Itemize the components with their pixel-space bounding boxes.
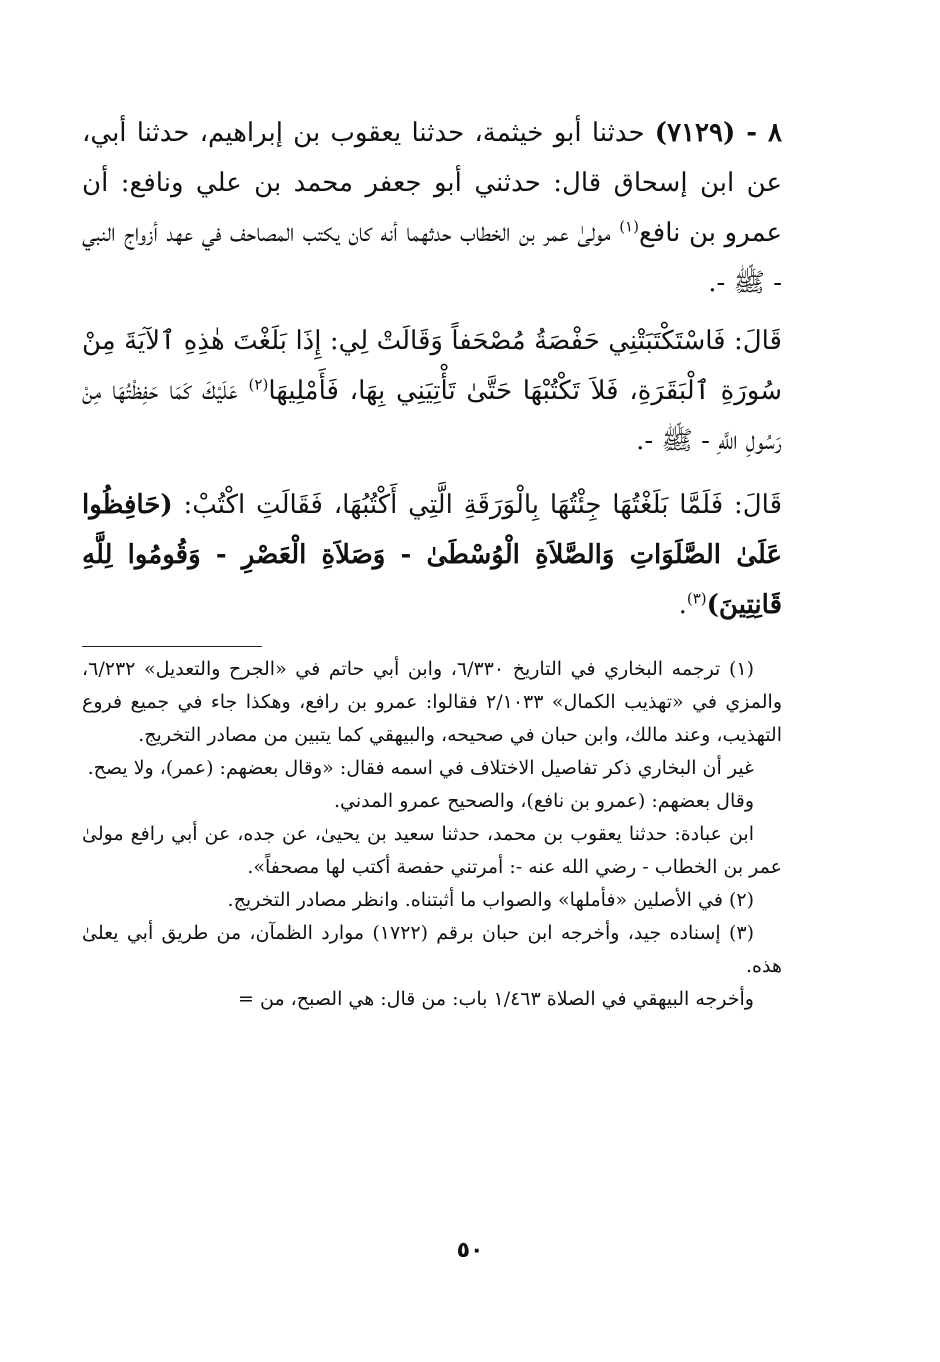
footnote-1-para-2: غير أن البخاري ذكر تفاصيل الاختلاف في اسمه فقال: «وقال بعضهم: (عمر)، ولا يصح.	[87, 757, 754, 779]
footnote-ref-1[interactable]: (١)	[619, 217, 639, 236]
quran-quote: (حَافِظُوا عَلَىٰ الصَّلَوَاتِ وَالصَّلاَةِ الْوُسْطَىٰ - وَصَلاَةِ الْعَصْرِ - وَقُومُوا لِلَّهِ قَانِتِينَ)	[82, 490, 782, 620]
footnote-ref-2[interactable]: (٢)	[248, 375, 269, 394]
footnote-ref-3[interactable]: (٣)	[686, 589, 707, 608]
footnote-1-para-4: ابن عبادة: حدثنا يعقوب بن محمد، حدثنا سعيد بن يحيىٰ، عن جده، عن أبي رافع مولىٰ عمر بن الخطاب - رضي الله عنه -: أمرتني حفصة أكتب لها مصحفاً».	[82, 823, 782, 878]
footnote-1-para-3: وقال بعضهم: (عمرو بن نافع)، والصحيح عمرو المدني.	[334, 790, 754, 812]
matn-text-1a: قَالَ: فَاسْتَكْتَبَتْنِي حَفْصَةُ مُصْحَفاً وَقَالَتْ لِي: إِذَا بَلَغْتَ هٰذِهِ ٱلآيَةَ مِنْ سُورَةِ ٱلْبَقَرَةِ، فَلاَ تَكْتُبْهَا حَتَّىٰ تَأْتِيَنِي بِهَا، فَأَمْلِيهَا	[82, 326, 782, 406]
footnote-2: (٢) في الأصلين «فأملها» والصواب ما أثبتناه. وانظر مصادر التخريج.	[227, 889, 754, 911]
hadith-matn-2	[82, 480, 782, 630]
page-number: ٥٠	[456, 1238, 484, 1263]
footnote-divider	[82, 646, 262, 647]
footnotes-block	[82, 653, 782, 1016]
footnote-3-para-2: وأخرجه البيهقي في الصلاة ١/٤٦٣ باب: من قال: هي الصبح، من =	[238, 988, 754, 1010]
footnote-3-para-1: (٣) إسناده جيد، وأخرجه ابن حبان برقم (١٧٢٢) موارد الظمآن، من طريق أبي يعلىٰ هذه.	[82, 922, 782, 977]
isnad-text-2: مولىٰ عمر بن الخطاب حدثهما أنه كان يكتب المصاحف في عهد أزواج النبي - ﷺ -.	[82, 218, 782, 298]
hadith-number: ٨ - (٧١٢٩)	[654, 118, 782, 148]
matn-text-2a: قَالَ: فَلَمَّا بَلَغْتُهَا جِئْتُهَا بِالْوَرَقَةِ الَّتِي أَكْتُبُهَا، فَقَالَتِ اكْتُبْ:	[172, 490, 782, 520]
footnote-1-para-1: (١) ترجمه البخاري في التاريخ ٦/٣٣٠، وابن أبي حاتم في «الجرح والتعديل» ٦/٢٣٢، والمزي في «تهذيب الكمال» ٢/١٠٣٣ فقالوا: عمرو بن رافع، وهكذا جاء في جميع فروع التهذيب، وعند مالك، وابن حبان في صحيحه، والبيهقي كما يتبين من مصادر التخريج.	[82, 658, 782, 746]
matn-text-1b: عَلَيْكَ كَمَا حَفِظْتُهَا مِنْ رَسُولِ اللَّهِ - ﷺ -.	[82, 376, 782, 456]
matn-end: .	[678, 590, 687, 620]
hadith-isnad	[82, 108, 782, 308]
page-content	[82, 108, 782, 1016]
hadith-matn-1	[82, 316, 782, 466]
isnad-text-1: حدثنا أبو خيثمة، حدثنا يعقوب بن إبراهيم، حدثنا أبي، عن ابن إسحاق قال: حدثني أبو جعفر محمد بن علي ونافع: أن عمرو بن نافع	[82, 118, 782, 248]
hadith-block	[82, 108, 782, 630]
